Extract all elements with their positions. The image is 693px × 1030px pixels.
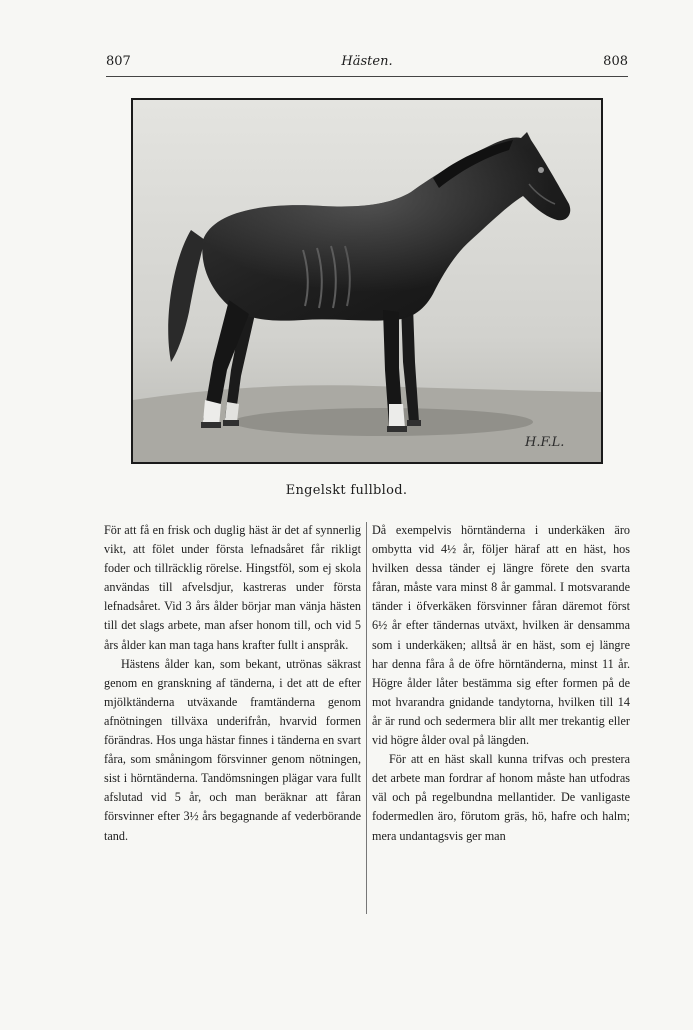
figure-caption: Engelskt fullblod.	[285, 483, 408, 498]
paragraph: För att få en frisk och duglig häst är det af synnerlig vikt, att fölet under första lefnadsåret får rikligt foder och tillräcklig rörelse. Hingstföl, som ej skola användas till afvelsdjur, kastreras under första lefnadsåret. Vid 3 års ålder börjar man vänja hästen till det slags arbete, man afser honom till, och vid 5 års ålder kan man taga hans krafter fullt i anspråk.	[104, 523, 361, 652]
text-column-left	[104, 521, 361, 846]
page-number-left: 807	[106, 54, 131, 69]
text-column-right	[372, 521, 630, 846]
horse-engraving	[133, 100, 601, 462]
running-title: Hästen.	[341, 54, 393, 69]
paragraph: Då exempelvis hörntänderna i underkäken äro ombytta vid 4½ år, följer häraf att en häst, hos hvilken dessa tänder ej längre förete den svarta fåran, måste vara minst 8 år gammal. I motsvarande tänder i öfverkäken försvinner fåran däremot först 6½ år efter tändernas utväxt, hvilken är densamma som i underkäken; alltså är en häst, som ej längre har denna fåra å de öfre hörntänderna, minst 11 år. Högre ålder låter bestämma sig efter formen på de mot hvarandra gnidande tandytorna, hvilken till 14 år är rund och sedermera blir allt mer trekantig eller vid högre ålder oval på längden.	[372, 523, 630, 748]
artist-signature: H.F.L.	[525, 435, 565, 450]
running-header	[106, 54, 628, 76]
paragraph: För att en häst skall kunna trifvas och prestera det arbete man fordrar af honom måste han utfodras väl och på regelbundna mellantider. De vanligaste fodermedlen äro, förutom gräs, hö, hafre och halm; mera undantagsvis ger man	[372, 752, 630, 843]
column-divider	[366, 522, 367, 914]
paragraph: Hästens ålder kan, som bekant, utrönas säkrast genom en granskning af tänderna, i det att de efter mjölktänderna utväxande framtänderna genom afnötningen tillväxa underifrån, hvarvid formen förändras. Hos unga hästar finnes i tänderna en svart fåra, som småningom försvinner genom nötningen, sist i hörntänderna. Tandömsningen plägar vara fullt afslutad vid 5 år, och man beräknar att fåran försvinner efter 3½ års begagnande af vederbörande tand.	[104, 656, 361, 843]
horse-illustration	[131, 98, 603, 464]
header-rule	[106, 76, 628, 77]
page-number-right: 808	[603, 54, 628, 69]
